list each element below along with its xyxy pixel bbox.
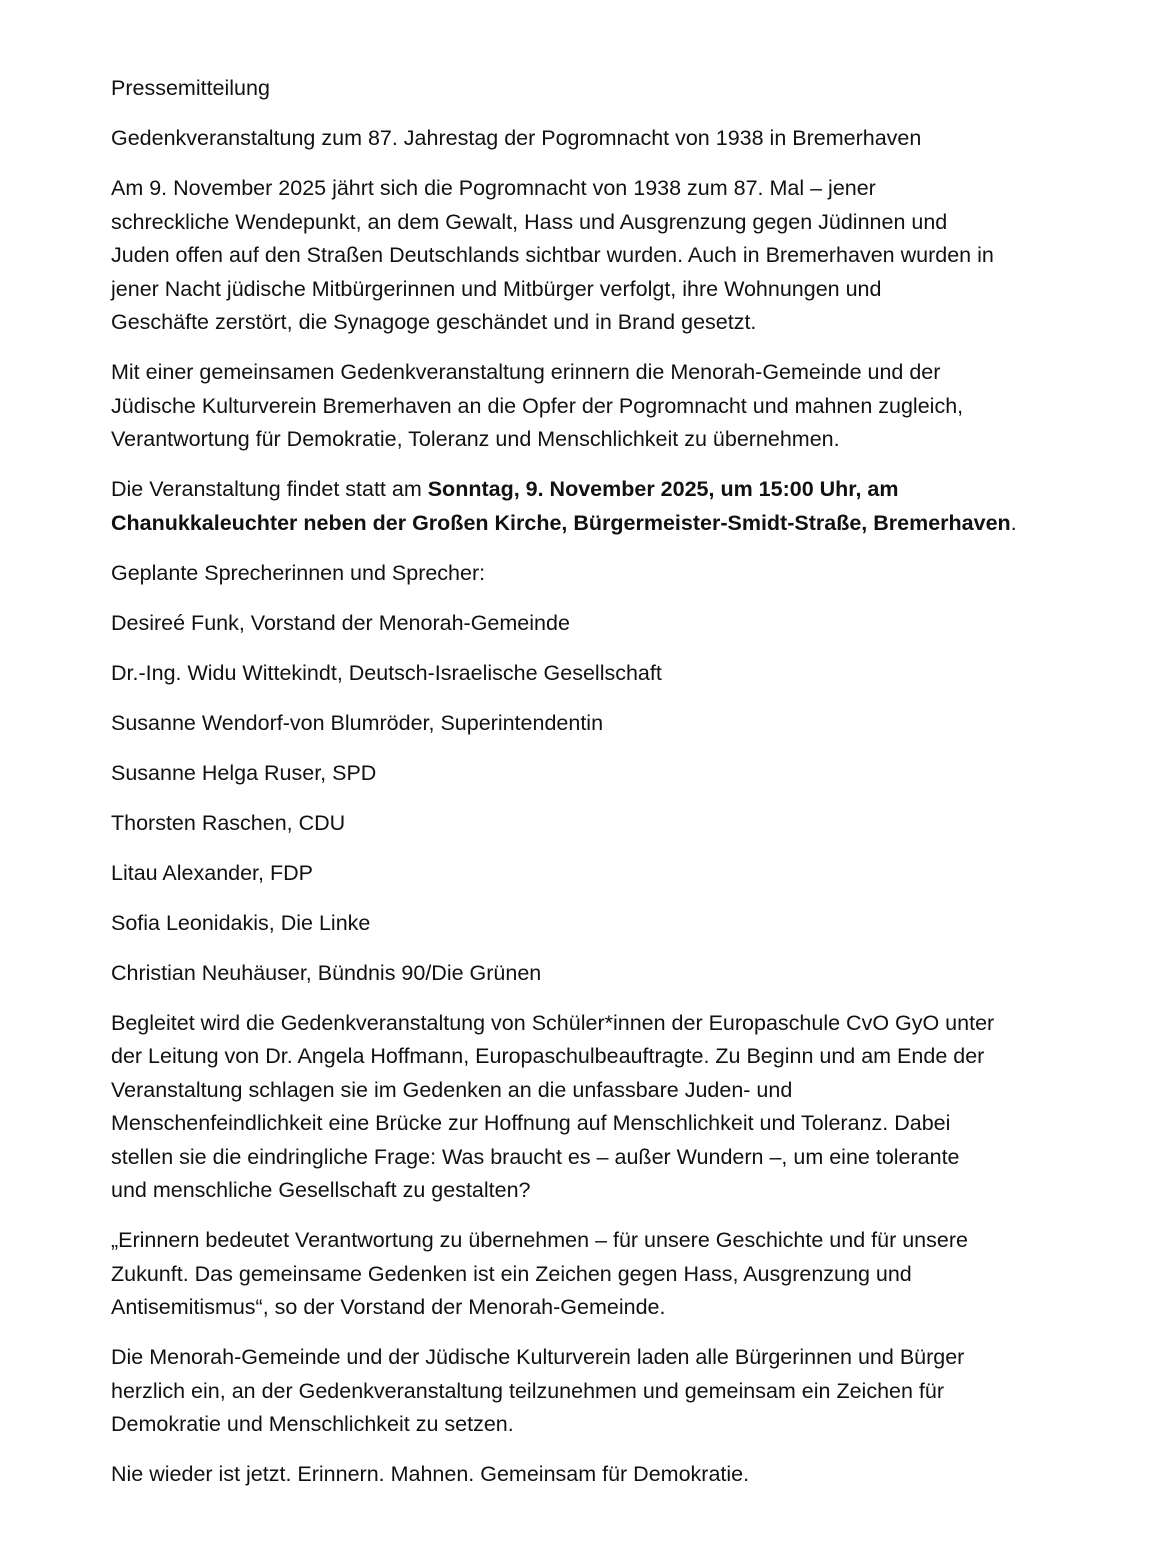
event-prefix: Die Veranstaltung findet statt am bbox=[111, 477, 428, 501]
quote-paragraph bbox=[111, 1224, 1075, 1325]
event-location: Chanukkaleuchter neben der Großen Kirche, Bürgermeister-Smidt-Straße, Bremerhaven bbox=[111, 510, 1011, 535]
text-line: jener Nacht jüdische Mitbürgerinnen und Mitbürger verfolgt, ihre Wohnungen und bbox=[111, 276, 882, 301]
text-line: Antisemitismus“, so der Vorstand der Menorah-Gemeinde. bbox=[111, 1295, 666, 1319]
text-line bbox=[111, 507, 1075, 541]
text-line: Begleitet wird die Gedenkveranstaltung von Schüler*innen der Europaschule CvO GyO unter bbox=[111, 1010, 995, 1035]
text-line: schreckliche Wendepunkt, an dem Gewalt, Hass und Ausgrenzung gegen Jüdinnen und bbox=[111, 209, 948, 234]
text-line: Zukunft. Das gemeinsame Gedenken ist ein Zeichen gegen Hass, Ausgrenzung und bbox=[111, 1261, 912, 1286]
text-line bbox=[111, 473, 1075, 507]
text-line: Mit einer gemeinsamen Gedenkveranstaltung erinnern die Menorah-Gemeinde und der bbox=[111, 360, 941, 384]
text-line: „Erinnern bedeutet Verantwortung zu übernehmen – für unsere Geschichte und für unsere bbox=[111, 1228, 968, 1252]
text-line: Die Menorah-Gemeinde und der Jüdische Kulturverein laden alle Bürgerinnen und Bürger bbox=[111, 1345, 965, 1369]
text-line: stellen sie die eindringliche Frage: Was braucht es – außer Wundern –, um eine tolerante bbox=[111, 1144, 960, 1169]
text-line: Veranstaltung schlagen sie im Gedenken an die unfassbare Juden- und bbox=[111, 1077, 793, 1102]
speakers-heading: Geplante Sprecherinnen und Sprecher: bbox=[111, 560, 486, 585]
organizers-paragraph bbox=[111, 356, 1075, 457]
text-line: Geschäfte zerstört, die Synagoge geschändet und in Brand gesetzt. bbox=[111, 310, 757, 334]
text-line: herzlich ein, an der Gedenkveranstaltung teilzunehmen und gemeinsam ein Zeichen für bbox=[111, 1378, 945, 1403]
text-line: Menschenfeindlichkeit eine Brücke zur Hoffnung auf Menschlichkeit und Toleranz. Dabei bbox=[111, 1111, 951, 1135]
text-line: Juden offen auf den Straßen Deutschlands sichtbar wurden. Auch in Bremerhaven wurden in bbox=[111, 243, 994, 267]
text-line: und menschliche Gesellschaft zu gestalten? bbox=[111, 1178, 531, 1202]
event-suffix: . bbox=[1010, 510, 1017, 535]
invitation-paragraph bbox=[111, 1341, 1075, 1442]
text-line: Demokratie und Menschlichkeit zu setzen. bbox=[111, 1412, 514, 1436]
speaker-item: Sofia Leonidakis, Die Linke bbox=[111, 910, 371, 935]
speaker-item: Christian Neuhäuser, Bündnis 90/Die Grünen bbox=[111, 960, 542, 985]
speaker-item: Litau Alexander, FDP bbox=[111, 860, 313, 885]
text-line: Am 9. November 2025 jährt sich die Pogromnacht von 1938 zum 87. Mal – jener bbox=[111, 176, 876, 200]
speaker-item: Susanne Helga Ruser, SPD bbox=[111, 760, 377, 785]
event-date-time: Sonntag, 9. November 2025, um 15:00 Uhr, am bbox=[427, 477, 899, 501]
closing-line: Nie wieder ist jetzt. Erinnern. Mahnen. Gemeinsam für Demokratie. bbox=[111, 1462, 750, 1486]
text-line: Jüdische Kulturverein Bremerhaven an die Opfer der Pogromnacht und mahnen zugleich, bbox=[111, 393, 964, 418]
text-line: Verantwortung für Demokratie, Toleranz und Menschlichkeit zu übernehmen. bbox=[111, 427, 840, 451]
document-headline: Gedenkveranstaltung zum 87. Jahrestag der Pogromnacht von 1938 in Bremerhaven bbox=[111, 126, 922, 150]
event-paragraph bbox=[111, 473, 1075, 540]
speaker-item: Susanne Wendorf-von Blumröder, Superintendentin bbox=[111, 710, 604, 735]
intro-paragraph bbox=[111, 172, 1075, 340]
speaker-item: Dr.-Ing. Widu Wittekindt, Deutsch-Israelische Gesellschaft bbox=[111, 660, 662, 685]
speaker-item: Thorsten Raschen, CDU bbox=[111, 810, 346, 835]
speaker-item: Desireé Funk, Vorstand der Menorah-Gemeinde bbox=[111, 610, 570, 635]
document-label: Pressemitteilung bbox=[111, 76, 270, 100]
school-paragraph bbox=[111, 1007, 1075, 1208]
text-line: der Leitung von Dr. Angela Hoffmann, Europaschulbeauftragte. Zu Beginn und am Ende der bbox=[111, 1044, 985, 1068]
